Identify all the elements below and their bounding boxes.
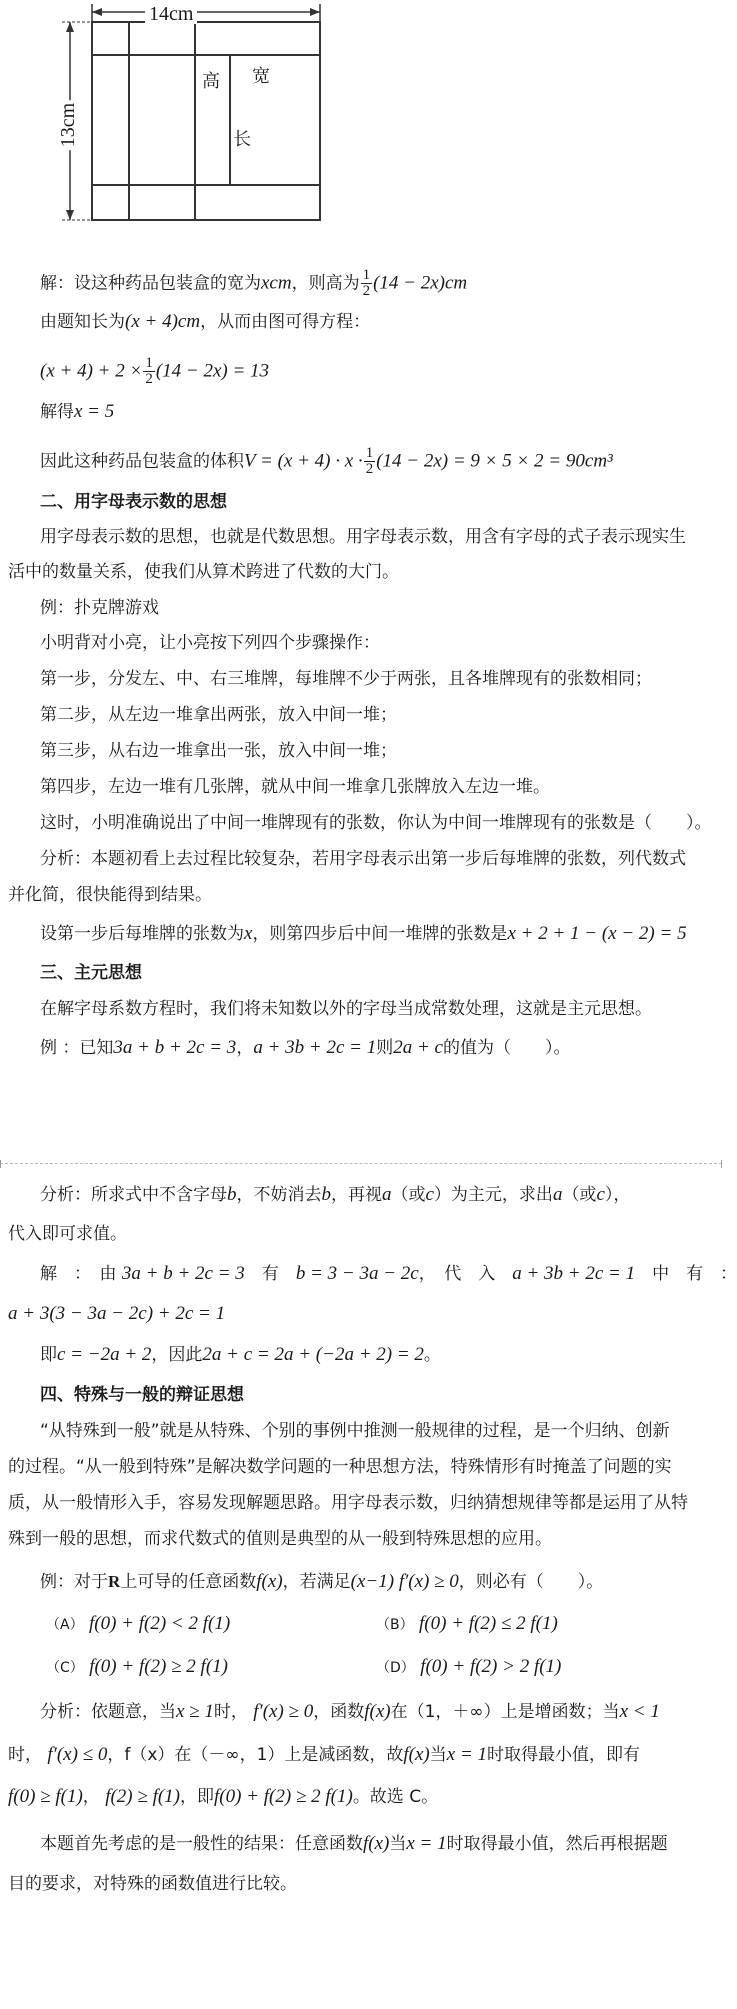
analysis-1-line-2: 并化简，很快能得到结果。 <box>8 885 212 905</box>
setup-line: 设第一步后每堆牌的张数为x，则第四步后中间一堆牌的张数是x + 2 + 1 − (x − 2) = 5 <box>40 923 687 944</box>
page-break-separator <box>0 1163 722 1164</box>
section-3-para: 在解字母系数方程时，我们将未知数以外的字母当成常数处理，这就是主元思想。 <box>40 999 652 1019</box>
solution-line-4: 解得x = 5 <box>40 401 115 422</box>
example-3-line: 例：对于R上可导的任意函数f(x)，若满足(x−1) f′(x) ≥ 0，则必有（ ）。 <box>40 1571 604 1592</box>
question-1: 这时，小明准确说出了中间一堆牌现有的张数，你认为中间一堆牌现有的张数是（ ）。 <box>40 813 712 833</box>
solution-line-1: 解：设这种药品包装盒的宽为xcm，则高为 $\frac{1}{2}$ (14 − 2x)cm <box>40 267 468 299</box>
section-4-para-line-1: “从特殊到一般”就是从特殊、个别的事例中推测一般规律的过程，是一个归纳、创新 <box>40 1421 670 1441</box>
figure-net-body <box>92 22 320 220</box>
figure-label-chang: 长 <box>233 129 251 150</box>
solution-2-line-1: 解 ： 由 3a + b + 2c = 3 有 b = 3 − 3a − 2c， 代 入 a + 3b + 2c = 1 中 有 ： <box>40 1263 737 1284</box>
solution-2-line-3: 即c = −2a + 2，因此2a + c = 2a + (−2a + 2) = 2。 <box>40 1344 441 1365</box>
section-4-para-line-2: 的过程。“从一般到特殊”是解决数学问题的一种思想方法，特殊情形有时掩盖了问题的实 <box>8 1457 672 1477</box>
section-2-para-line-2: 活中的数量关系，使我们从算术跨进了代数的大门。 <box>8 562 399 582</box>
option-d[interactable]: （D） f(0) + f(2) > 2 f(1) <box>376 1656 562 1677</box>
step-2: 第二步，从左边一堆拿出两张，放入中间一堆； <box>40 705 397 725</box>
section-4-para-line-3: 质，从一般情形入手，容易发现解题思路。用字母表示数，归纳猜想规律等都是运用了从特 <box>8 1493 688 1513</box>
section-4-heading: 四、特殊与一般的辩证思想 <box>40 1385 244 1405</box>
analysis-2-line-1: 分析：所求式中不含字母b，不妨消去b，再视a（或c）为主元，求出a（或c）， <box>40 1184 631 1205</box>
width-label: 14cm <box>145 4 197 24</box>
step-3: 第三步，从右边一堆拿出一张，放入中间一堆； <box>40 741 397 761</box>
option-b[interactable]: （B） f(0) + f(2) ≤ 2 f(1) <box>376 1613 558 1634</box>
step-4: 第四步，左边一堆有几张牌，就从中间一堆拿几张牌放入左边一堆。 <box>40 777 550 797</box>
analysis-3-line-1: 分析：依题意，当x ≥ 1时， f′(x) ≥ 0，函数f(x)在（1，＋∞）上是增函数；当x < 1 <box>40 1701 660 1722</box>
figure-outer-dashed-rect <box>92 22 320 220</box>
equation-line: (x + 4) + 2 × $\frac{1}{2}$ (14 − 2x) = 13 <box>40 355 270 387</box>
option-c[interactable]: （C） f(0) + f(2) ≥ 2 f(1) <box>46 1656 228 1677</box>
example-1-title: 例：扑克牌游戏 <box>40 598 159 618</box>
analysis-3-line-2: 时， f′(x) ≤ 0，f（x）在（－∞，1）上是减函数，故f(x)当x = 1时取得最小值，即有 <box>8 1744 641 1765</box>
figure-label-gao: 高 <box>202 71 220 92</box>
fraction-half: $\frac{1}{2}$ <box>362 267 371 299</box>
section-3-heading: 三、主元思想 <box>40 963 142 983</box>
final-note-line-1: 本题首先考虑的是一般性的结果：任意函数f(x)当x = 1时取得最小值，然后再根据题 <box>40 1833 668 1854</box>
figure-label-kuan: 宽 <box>252 66 270 87</box>
analysis-2-line-2: 代入即可求值。 <box>8 1224 127 1244</box>
box-net-figure <box>40 0 340 230</box>
solution-line-2: 由题知长为(x + 4)cm，从而由图可得方程： <box>40 311 371 332</box>
example-2-line: 例 ：已知3a + b + 2c = 3，a + 3b + 2c = 1则2a + c的值为（ ）。 <box>40 1037 571 1058</box>
analysis-3-line-3: f(0) ≥ f(1)， f(2) ≥ f(1)，即f(0) + f(2) ≥ 2 f(1)。故选 C。 <box>8 1786 439 1807</box>
analysis-1-line-1: 分析：本题初看上去过程比较复杂，若用字母表示出第一步后每堆牌的张数，列代数式 <box>40 849 686 869</box>
final-note-line-2: 目的要求，对特殊的函数值进行比较。 <box>8 1874 297 1894</box>
section-4-para-line-4: 殊到一般的思想，而求代数式的值则是典型的从一般到特殊思想的应用。 <box>8 1529 552 1549</box>
section-2-heading: 二、用字母表示数的思想 <box>40 492 227 512</box>
step-intro: 小明背对小亮，让小亮按下列四个步骤操作： <box>40 633 380 653</box>
option-a[interactable]: （A） f(0) + f(2) < 2 f(1) <box>46 1613 231 1634</box>
section-2-para-line-1: 用字母表示数的思想，也就是代数思想。用字母表示数，用含有字母的式子表示现实生 <box>40 527 686 547</box>
step-1: 第一步，分发左、中、右三堆牌，每堆牌不少于两张，且各堆牌现有的张数相同； <box>40 669 652 689</box>
height-label: 13cm <box>58 100 78 150</box>
volume-line: 因此这种药品包装盒的体积V = (x + 4) · x · $\frac{1}{2}$ (14 − 2x) = 9 × 5 × 2 = 90cm³ <box>40 445 613 477</box>
solution-2-line-2: a + 3(3 − 3a − 2c) + 2c = 1 <box>8 1303 226 1324</box>
